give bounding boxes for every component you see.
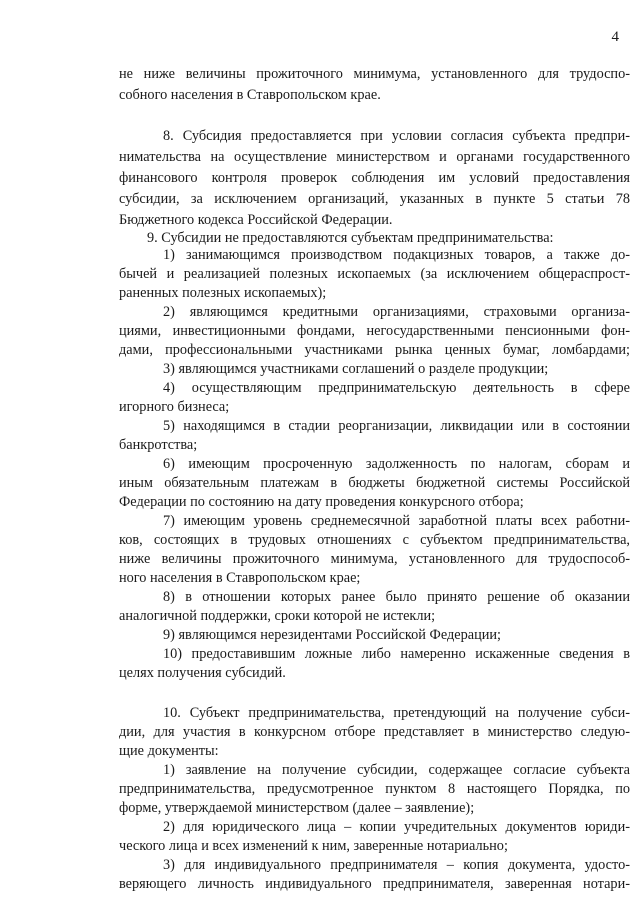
text-line: Бюджетного кодекса Российской Федерации. bbox=[119, 212, 393, 228]
text-line: 2) являющимся кредитными организациями, страховыми организа- bbox=[163, 304, 630, 320]
text-line: Федерации по состоянию на дату проведения конкурсного отбора; bbox=[119, 494, 524, 510]
text-line: форме, утверждаемой министерством (далее – заявление); bbox=[119, 800, 475, 816]
text-line: 10. Субъект предпринимательства, претендующий на получение субси- bbox=[163, 705, 630, 721]
text-line: 1) занимающимся производством подакцизных товаров, а также до- bbox=[163, 247, 630, 263]
text-line: 1) заявление на получение субсидии, содержащее согласие субъекта bbox=[163, 762, 630, 778]
text-line: 9) являющимся нерезидентами Российской Федерации; bbox=[163, 627, 502, 643]
text-line: раненных полезных ископаемых); bbox=[119, 285, 327, 301]
text-line: дии, для участия в конкурсном отборе представляет в министерство следую- bbox=[119, 724, 630, 740]
text-line: целях получения субсидий. bbox=[119, 665, 286, 681]
text-line: не ниже величины прожиточного минимума, установленного для трудоспо- bbox=[119, 66, 630, 82]
text-line: субсидии, за исключением организаций, указанных в пункте 5 статьи 78 bbox=[119, 191, 630, 207]
text-line: 8) в отношении которых ранее было принято решение об оказании bbox=[163, 589, 630, 605]
text-line: 7) имеющим уровень среднемесячной заработной платы всех работни- bbox=[163, 513, 630, 529]
text-line: игорного бизнеса; bbox=[119, 399, 230, 415]
text-line: 3) являющимся участниками соглашений о разделе продукции; bbox=[163, 361, 549, 377]
text-line: собного населения в Ставропольском крае. bbox=[119, 87, 381, 103]
text-line: ческого лица и всех изменений к ним, заверенные нотариально; bbox=[119, 838, 508, 854]
text-line: 5) находящимся в стадии реорганизации, ликвидации или в состоянии bbox=[163, 418, 630, 434]
text-line: предпринимательства, предусмотренное пунктом 8 настоящего Порядка, по bbox=[119, 781, 630, 797]
text-line: щие документы: bbox=[119, 743, 219, 759]
text-line: 2) для юридического лица – копии учредительных документов юриди- bbox=[163, 819, 630, 835]
page-number: 4 bbox=[611, 29, 619, 45]
text-line: нимательства на осуществление министерством и органами государственного bbox=[119, 149, 630, 165]
text-line: 6) имеющим просроченную задолженность по налогам, сборам и bbox=[163, 456, 630, 472]
text-line: 4) осуществляющим предпринимательскую деятельность в сфере bbox=[163, 380, 630, 396]
text-line: циями, инвестиционными фондами, негосударственными пенсионными фон- bbox=[119, 323, 630, 339]
text-line: ниже величины прожиточного минимума, установленного для трудоспособ- bbox=[119, 551, 630, 567]
text-line: 3) для индивидуального предпринимателя – копия документа, удосто- bbox=[163, 857, 630, 873]
text-line: ного населения в Ставропольском крае; bbox=[119, 570, 361, 586]
text-line: ков, состоящих в трудовых отношениях с субъектом предпринимательства, bbox=[119, 532, 630, 548]
text-line: 10) предоставившим ложные либо намеренно искаженные сведения в bbox=[163, 646, 630, 662]
text-line: финансового контроля проверок соблюдения им условий предоставления bbox=[119, 170, 630, 186]
text-line: 8. Субсидия предоставляется при условии согласия субъекта предпри- bbox=[163, 128, 630, 144]
text-line: дами, профессиональными участниками рынка ценных бумаг, ломбардами; bbox=[119, 342, 630, 358]
text-line: веряющего личность индивидуального предпринимателя, заверенная нотари- bbox=[119, 876, 630, 892]
text-line: банкротства; bbox=[119, 437, 198, 453]
text-line: иным обязательным платежам в бюджеты бюджетной системы Российской bbox=[119, 475, 630, 491]
text-line: бычей и реализацией полезных ископаемых (за исключением общераспрост- bbox=[119, 266, 630, 282]
text-line: 9. Субсидии не предоставляются субъектам предпринимательства: bbox=[147, 230, 554, 246]
text-line: аналогичной поддержки, сроки которой не истекли; bbox=[119, 608, 436, 624]
